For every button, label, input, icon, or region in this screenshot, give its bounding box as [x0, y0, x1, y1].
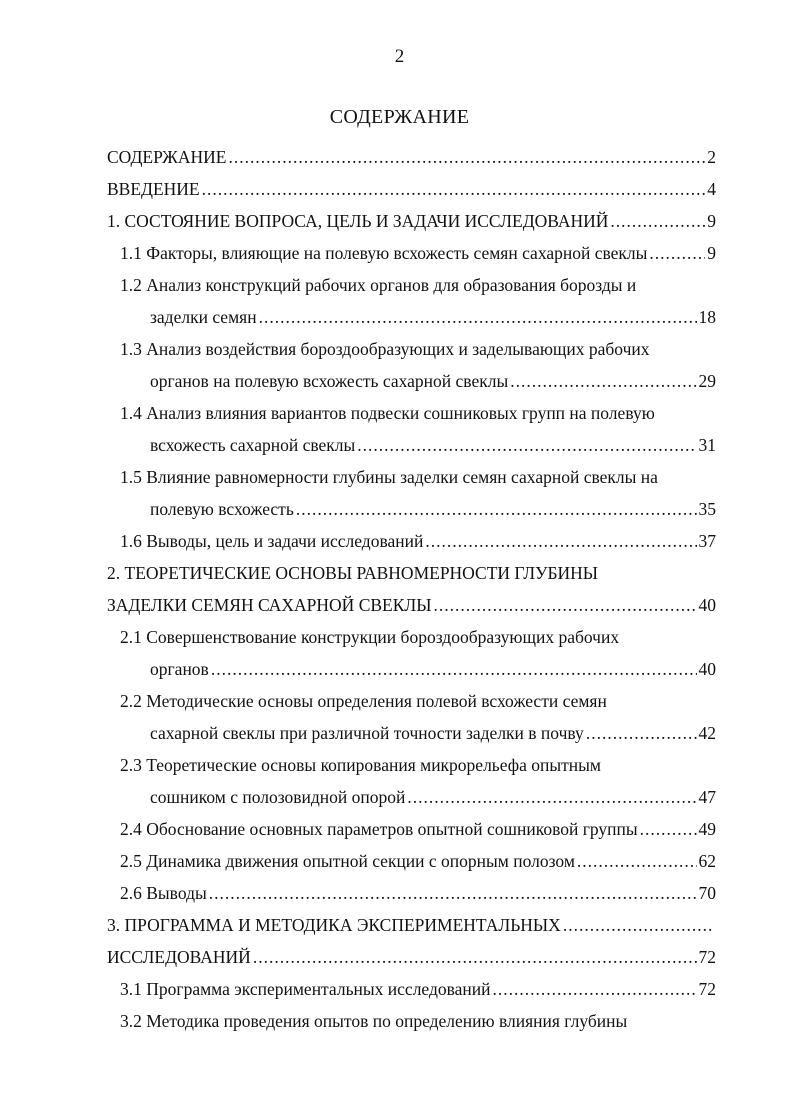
toc-entry-page: 31	[698, 435, 716, 455]
toc-entry-2-1-line1[interactable]	[120, 626, 716, 648]
toc-entry-1-4-line2[interactable]	[150, 434, 716, 456]
page-title: СОДЕРЖАНИЕ	[329, 106, 470, 128]
toc-entry-chapter-2-line2[interactable]	[107, 594, 716, 616]
toc-entry-page: 18	[698, 307, 716, 327]
toc-entry-text: 3. ПРОГРАММА И МЕТОДИКА ЭКСПЕРИМЕНТАЛЬНЫХ	[107, 915, 561, 935]
toc-entry-text: 2.5 Динамика движения опытной секции с опорным полозом	[120, 851, 575, 871]
toc-entry-1-6[interactable]	[120, 530, 716, 552]
dot-leader	[510, 370, 696, 392]
toc-entry-text: ИССЛЕДОВАНИЙ	[107, 947, 251, 967]
toc-entry-text: 1.3 Анализ воздействия бороздообразующих и заделывающих рабочих	[120, 339, 650, 359]
toc-entry-text: 3.1 Программа экспериментальных исследований	[120, 979, 491, 999]
toc-entry-text: ВВЕДЕНИЕ	[107, 179, 200, 199]
toc-entry-text: всхожесть сахарной свеклы	[150, 435, 356, 455]
dot-leader	[296, 498, 697, 520]
toc-entry-text: ЗАДЕЛКИ СЕМЯН САХАРНОЙ СВЕКЛЫ	[107, 595, 432, 615]
toc-entry-page: 72	[698, 947, 716, 967]
dot-leader	[259, 306, 697, 328]
toc-entry-1-1[interactable]	[120, 242, 716, 264]
toc-entry-text: 2. ТЕОРЕТИЧЕСКИЕ ОСНОВЫ РАВНОМЕРНОСТИ ГЛУБИНЫ	[107, 563, 599, 583]
toc-entry-1-5-line1[interactable]	[120, 466, 716, 488]
toc-entry-page: 9	[707, 211, 716, 231]
toc-entry-2-6[interactable]	[120, 882, 716, 904]
toc-entry-2-4[interactable]	[120, 818, 716, 840]
toc-entry-page: 72	[698, 979, 716, 999]
toc-entry-1-5-line2[interactable]	[150, 498, 716, 520]
toc-entry-chapter-2-line1[interactable]	[107, 562, 716, 584]
toc-entry-text: органов	[150, 659, 209, 679]
toc-entry-text: 2.4 Обоснование основных параметров опытной сошниковой группы	[120, 819, 638, 839]
dot-leader	[586, 722, 697, 744]
toc-entry-2-1-line2[interactable]	[150, 658, 716, 680]
toc-entry-1-4-line1[interactable]	[120, 402, 716, 424]
toc-entry-text: 1.6 Выводы, цель и задачи исследований	[120, 531, 424, 551]
toc-entry-page: 2	[707, 147, 716, 167]
toc-entry-page: 9	[707, 243, 716, 263]
toc-entry-text: 1.1 Факторы, влияющие на полевую всхожесть семян сахарной свеклы	[120, 243, 648, 263]
toc-entry-1-3-line1[interactable]	[120, 338, 716, 360]
dot-leader	[407, 786, 696, 808]
toc-entry-page: 49	[698, 819, 716, 839]
toc-entry-chapter-3-line2[interactable]	[107, 946, 716, 968]
toc-entry-text: сошником с полозовидной опорой	[150, 787, 406, 807]
dot-leader	[209, 882, 697, 904]
toc-entry-text: 2.6 Выводы	[120, 883, 207, 903]
toc-entry-2-2-line1[interactable]	[120, 690, 716, 712]
page-number: 2	[394, 46, 405, 67]
toc-entry-text: полевую всхожесть	[150, 499, 294, 519]
toc-entry-text: 1.4 Анализ влияния вариантов подвески сошниковых групп на полевую	[120, 403, 655, 423]
toc-entry-text: сахарной свеклы при различной точности заделки в почву	[150, 723, 584, 743]
toc-entry-page: 4	[707, 179, 716, 199]
toc-entry-text: 1.2 Анализ конструкций рабочих органов для образования борозды и	[120, 275, 637, 295]
toc-entry-1-2-line1[interactable]	[120, 274, 716, 296]
toc-entry-text: заделки семян	[150, 307, 257, 327]
toc-entry-1-3-line2[interactable]	[150, 370, 716, 392]
toc-entry-page: 40	[698, 595, 716, 615]
toc-entry-page: 47	[698, 787, 716, 807]
toc-entry-text: 2.3 Теоретические основы копирования микрорельефа опытным	[120, 755, 601, 775]
toc-entry-1-2-line2[interactable]	[150, 306, 716, 328]
dot-leader	[434, 594, 697, 616]
toc-entry-3-1[interactable]	[120, 978, 716, 1000]
dot-leader	[493, 978, 697, 1000]
toc-entry-page: 35	[698, 499, 716, 519]
dot-leader	[563, 914, 714, 936]
toc-entry-page: 29	[698, 371, 716, 391]
dot-leader	[228, 146, 705, 168]
toc-entry-introduction[interactable]	[107, 178, 716, 200]
toc-entry-page: 37	[698, 531, 716, 551]
toc-entry-page: 42	[698, 723, 716, 743]
dot-leader	[253, 946, 697, 968]
toc-entry-text: 1. СОСТОЯНИЕ ВОПРОСА, ЦЕЛЬ И ЗАДАЧИ ИССЛЕДОВАНИЙ	[107, 211, 609, 231]
toc-entry-chapter-1[interactable]	[107, 210, 716, 232]
toc-entry-text: СОДЕРЖАНИЕ	[107, 147, 227, 167]
dot-leader	[577, 850, 697, 872]
dot-leader	[202, 178, 706, 200]
toc-entry-text: 1.5 Влияние равномерности глубины заделки семян сахарной свеклы на	[120, 467, 658, 487]
dot-leader	[425, 530, 696, 552]
dot-leader	[649, 242, 705, 264]
dot-leader	[357, 434, 696, 456]
dot-leader	[610, 210, 705, 232]
toc-entry-2-2-line2[interactable]	[150, 722, 716, 744]
toc-entry-2-3-line1[interactable]	[120, 754, 716, 776]
toc-entry-page: 40	[698, 659, 716, 679]
toc-entry-page: 62	[698, 851, 716, 871]
toc-entry-text: 3.2 Методика проведения опытов по определению влияния глубины	[120, 1011, 628, 1031]
toc-entry-chapter-3-line1[interactable]	[107, 914, 716, 936]
toc-entry-text: 2.2 Методические основы определения полевой всхожести семян	[120, 691, 607, 711]
toc-entry-text: органов на полевую всхожесть сахарной свеклы	[150, 371, 509, 391]
dot-leader	[211, 658, 697, 680]
toc-entry-2-3-line2[interactable]	[150, 786, 716, 808]
toc-entry-text: 2.1 Совершенствование конструкции бороздообразующих рабочих	[120, 627, 620, 647]
toc-entry-3-2-line1[interactable]	[120, 1010, 716, 1032]
toc-entry-page: 70	[698, 883, 716, 903]
dot-leader	[640, 818, 697, 840]
toc-entry-2-5[interactable]	[120, 850, 716, 872]
toc-entry-contents[interactable]	[107, 146, 716, 168]
